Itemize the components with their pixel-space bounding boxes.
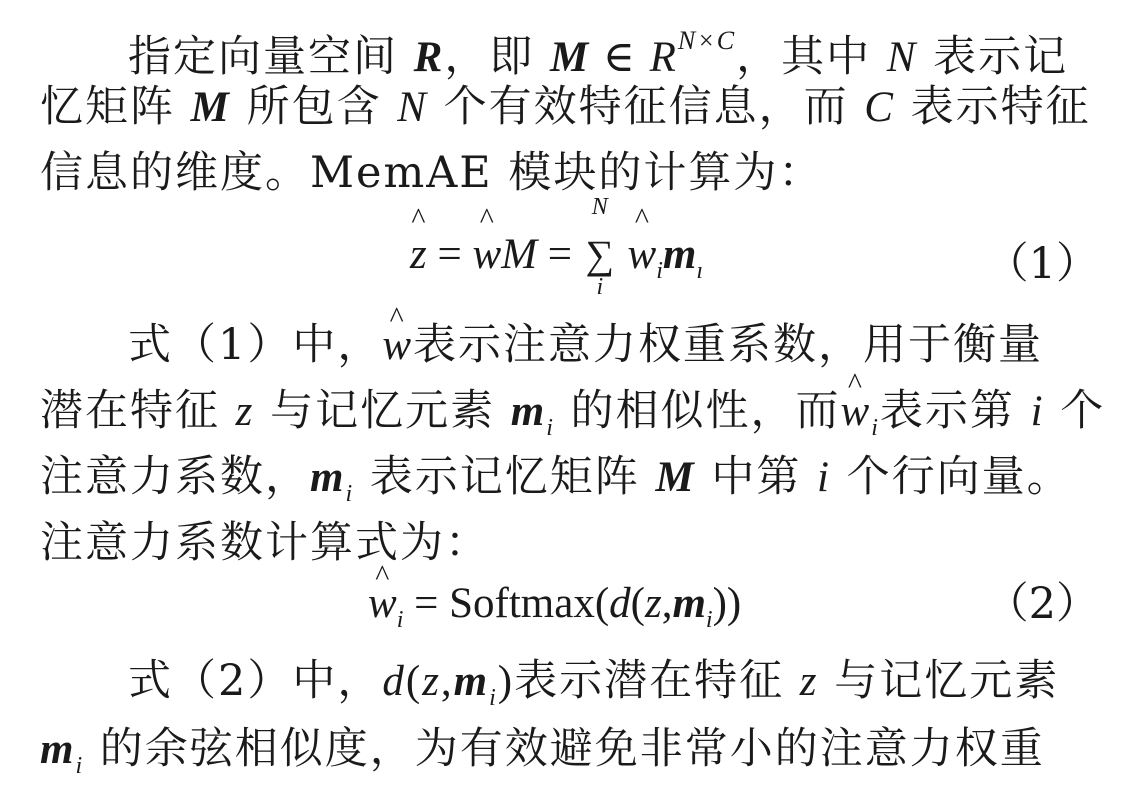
- summation: N ∑ i: [585, 194, 615, 300]
- para2-line1: 式（1）中，w ^表示注意力权重系数，用于衡量: [128, 308, 1108, 382]
- para2-line3: 注意力系数，$m_i$ 表示记忆矩阵 M 中第 i 个行向量。: [40, 452, 1072, 507]
- para1-line2: 忆矩阵 M 所包含 N 个有效特征信息，而 C 表示特征: [40, 82, 1091, 132]
- para3-line2: $m_i$ 的余弦相似度，为有效避免非常小的注意力权重: [40, 724, 1045, 779]
- para2-line2: 潜在特征 z 与记忆元素 $m_i$ 的相似性，而w $\^{}_i$表示第 i 个: [40, 374, 1110, 448]
- equation-2: w $\^{}_i$ = $Softmax(d(z,m_i))$: [368, 572, 968, 642]
- equation-2-number: （2）: [985, 579, 1099, 629]
- symbol-M: M: [550, 34, 591, 81]
- equation-1: z ^ = w ^M = N ∑ i w $\^{}_im_ı$: [410, 206, 1010, 316]
- symbol-R: R: [413, 34, 445, 81]
- equation-1-number: （1）: [985, 239, 1099, 289]
- w-hat: w ^: [473, 230, 502, 279]
- para3-line1: 式（2）中，$d(z,m_i)$表示潜在特征 z 与记忆元素: [128, 656, 1060, 711]
- para1-line1: 指定向量空间 R，即 M ∈ $R^{N\times C}$，其中 N 表示记: [128, 26, 1069, 82]
- para1-line3: 信息的维度。MemAE 模块的计算为：: [40, 148, 824, 198]
- z-hat: z ^: [410, 230, 427, 279]
- para2-line4: 注意力系数计算式为：: [40, 518, 490, 568]
